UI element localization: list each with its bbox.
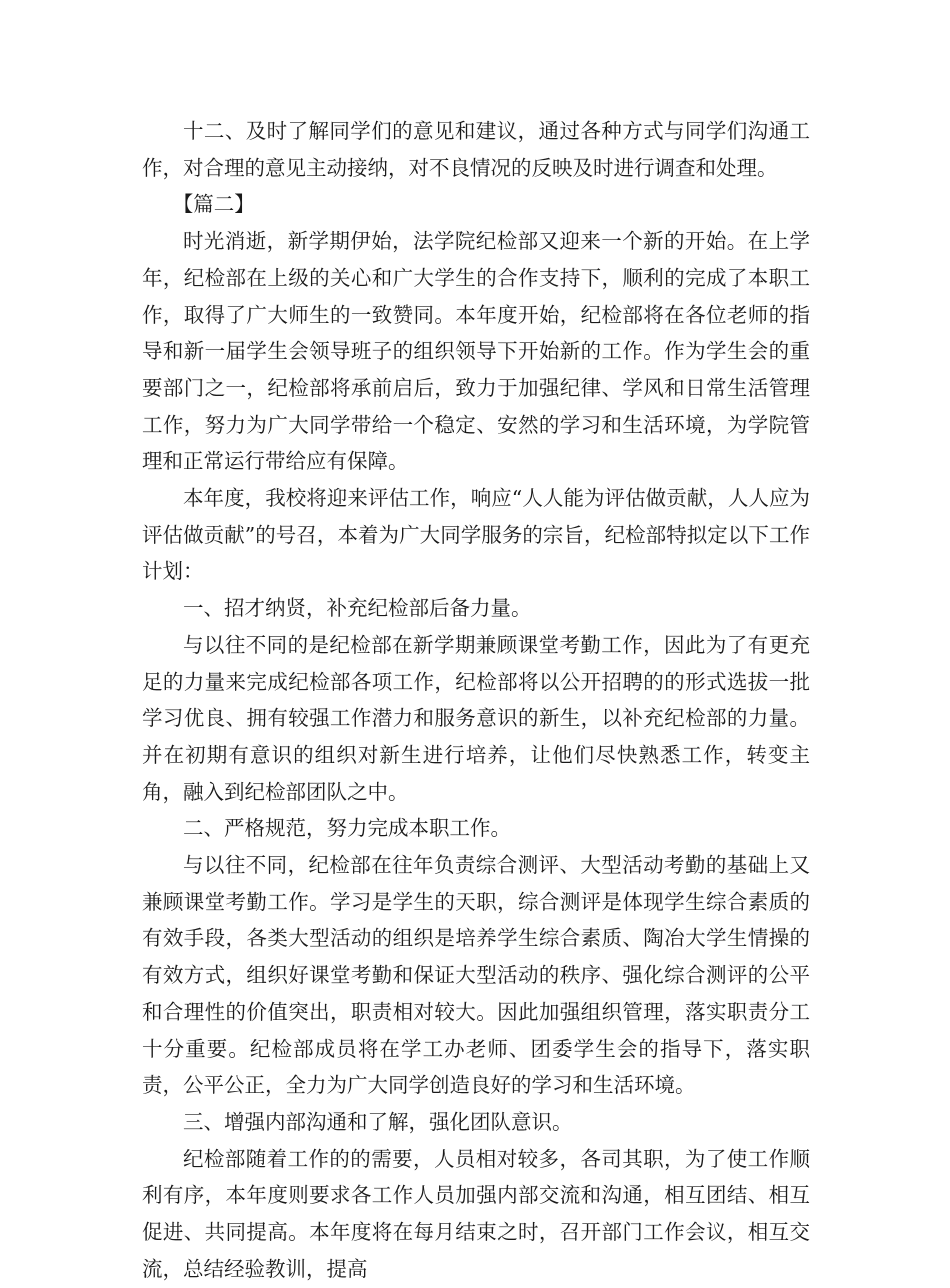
paragraph-communication: 纪检部随着工作的的需要，人员相对较多，各司其职，为了使工作顺利有序，本年度则要求各工作人员加强内部交流和沟通，相互团结、相互促进、共同提高。本年度将在每月结束之时，召开部门工作会议，相互交流，总结经验教训，提高: [142, 1146, 810, 1281]
paragraph-intro: 时光消逝，新学期伊始，法学院纪检部又迎来一个新的开始。在上学年，纪检部在上级的关心和广大学生的合作支持下，顺利的完成了本职工作，取得了广大师生的一致赞同。本年度开始，纪检部将在各位老师的指导和新一届学生会领导班子的组织领导下开始新的工作。作为学生会的重要部门之一，纪检部将承前启后，致力于加强纪律、学风和日常生活管理工作，努力为广大同学带给一个稳定、安然的学习和生活环境，为学院管理和正常运行带给应有保障。: [142, 229, 810, 474]
section-heading-part-two: 【篇二】: [172, 192, 255, 217]
document-body: [142, 113, 810, 1288]
paragraph-duties: 与以往不同，纪检部在往年负责综合测评、大型活动考勤的基础上又兼顾课堂考勤工作。学习是学生的天职，综合测评是体现学生综合素质的有效手段，各类大型活动的组织是培养学生综合素质、陶冶大学生情操的有效方式，组织好课堂考勤和保证大型活动的秩序、强化综合测评的公平和合理性的价值突出，职责相对较大。因此加强组织管理，落实职责分工十分重要。纪检部成员将在学工办老师、团委学生会的指导下，落实职责，公平公正，全力为广大同学创造良好的学习和生活环境。: [142, 853, 810, 1098]
heading-item-two: 二、严格规范，努力完成本职工作。: [183, 816, 511, 841]
paragraph-item-twelve: 十二、及时了解同学们的意见和建议，通过各种方式与同学们沟通工作，对合理的意见主动接纳，对不良情况的反映及时进行调查和处理。: [142, 119, 810, 180]
paragraph-evaluation: 本年度，我校将迎来评估工作，响应“人人能为评估做贡献，人人应为评估做贡献”的号召，本着为广大同学服务的宗旨，纪检部特拟定以下工作计划：: [142, 486, 810, 584]
heading-item-one: 一、招才纳贤，补充纪检部后备力量。: [183, 596, 532, 621]
heading-item-three: 三、增强内部沟通和了解，强化团队意识。: [183, 1109, 573, 1134]
paragraph-recruitment: 与以往不同的是纪检部在新学期兼顾课堂考勤工作，因此为了有更充足的力量来完成纪检部各项工作，纪检部将以公开招聘的的形式选拔一批学习优良、拥有较强工作潜力和服务意识的新生，以补充纪检部的力量。并在初期有意识的组织对新生进行培养，让他们尽快熟悉工作，转变主角，融入到纪检部团队之中。: [142, 632, 810, 804]
